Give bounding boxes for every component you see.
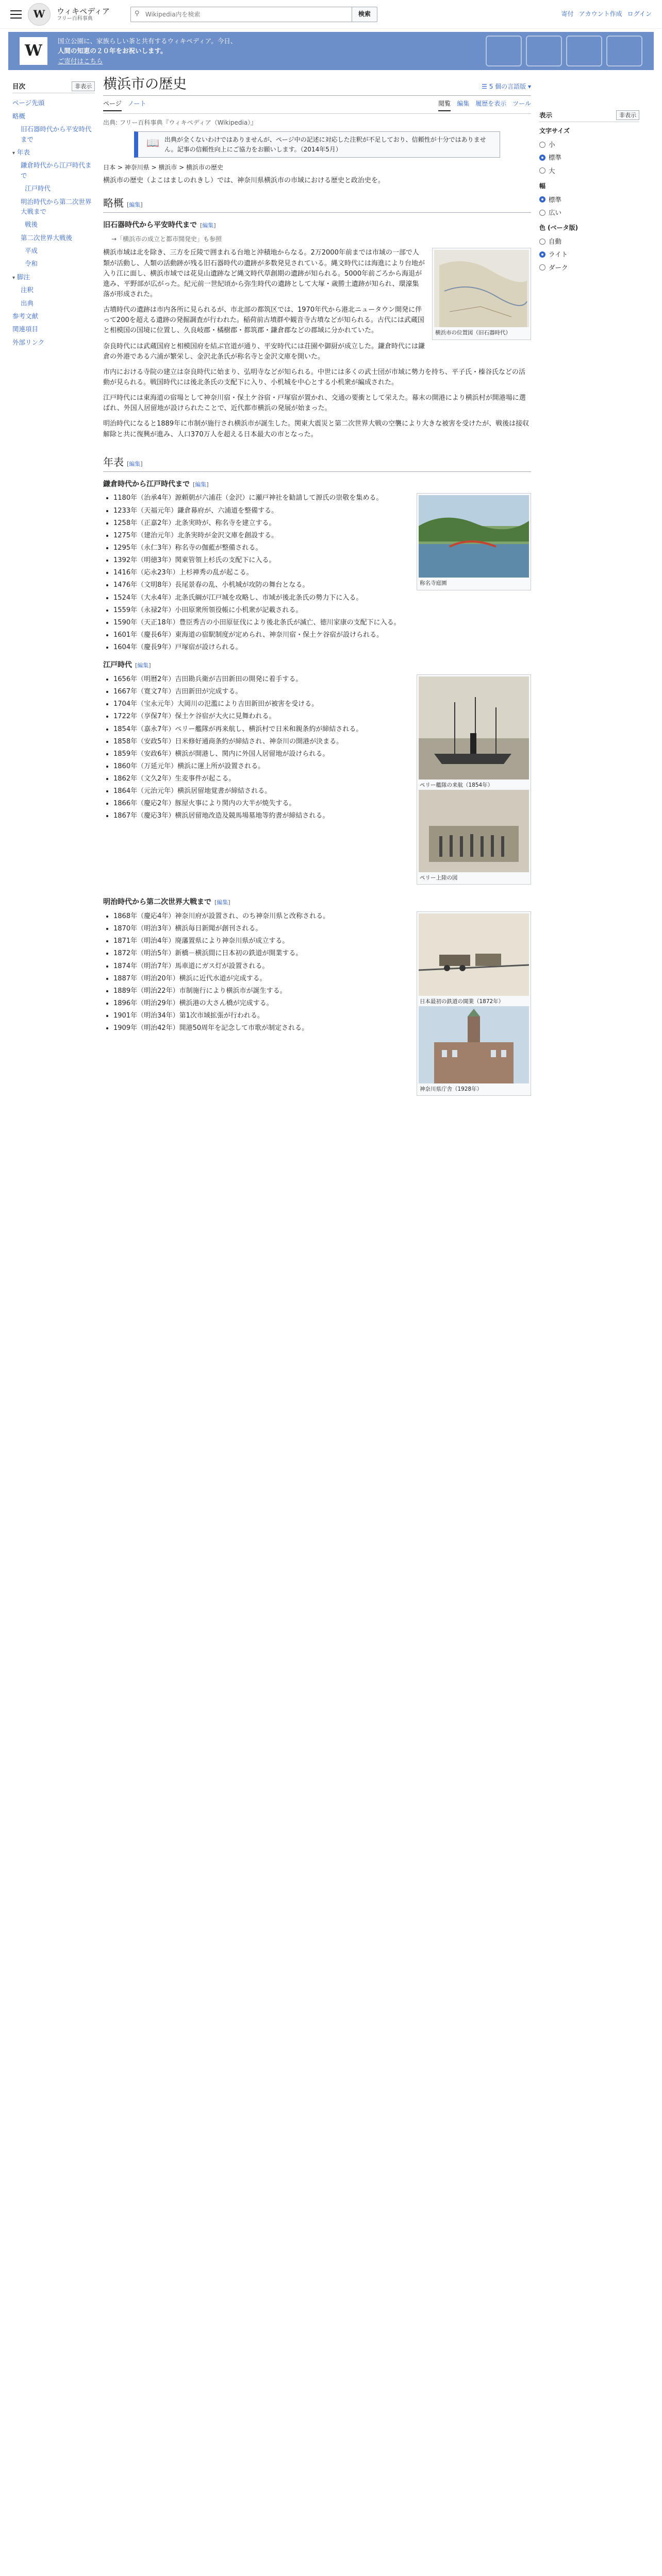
heading-gaiyo: 略概 [編集] [103, 195, 531, 213]
timeline-item: • 1476年（文明8年）長尾景春の乱、小机城が攻防の舞台となる。 [113, 580, 531, 590]
edit-section-link[interactable]: [編集] [135, 662, 151, 669]
appearance-title: 表示 [539, 111, 553, 119]
timeline-item: • 1866年（慶応2年）豚屋火事により関内の大半が焼失する。 [113, 799, 531, 809]
radio-icon [539, 142, 545, 148]
tab-read[interactable]: 閲覧 [438, 99, 451, 111]
toc-item[interactable]: ▾ 脚注 [12, 273, 30, 281]
language-button[interactable]: ☰ 5 個の言語版 ▾ [482, 83, 531, 90]
table-of-contents [8, 70, 99, 1101]
toc-item[interactable]: 略概 [12, 112, 26, 120]
breadcrumb[interactable]: 日本 > 神奈川県 > 横浜市 > 横浜市の歴史 [103, 164, 224, 172]
tagline: 出典: フリー百科事典『ウィキペディア（Wikipedia）』 [103, 118, 257, 126]
timeline-item: • 1601年（慶長6年）東海道の宿駅制度が定められ、神奈川宿・保土ケ谷宿が設けられる。 [113, 630, 531, 640]
figure-caption: 称名寺庭園 [420, 580, 447, 587]
timeline-item: • 1858年（安政5年）日米修好通商条約が締結され、神奈川の開港が決まる。 [113, 737, 531, 747]
wikipedia-logo[interactable]: W [28, 3, 51, 26]
maintenance-notice: 📖 出典が全くないわけではありませんが、ページ中の記述に対応した注釈が不足しており、信頼性が十分ではありません。記事の信頼性向上にご協力をお願いします。（2014年5月） [134, 131, 500, 158]
toc-item[interactable]: 注釈 [21, 286, 34, 294]
main-content [99, 70, 531, 1101]
page-title: 横浜市の歴史 [103, 76, 187, 92]
paragraph: 奈良時代には武蔵国府と相模国府を結ぶ官道が通り、平安時代には荘園や御厨が成立した。鎌倉時代には鎌倉の外港である六浦が繁栄し、金沢北条氏が称名寺と金沢文庫を開いた。 [103, 342, 425, 361]
figure-perry [417, 674, 531, 885]
timeline-item: • 1909年（明治42年）開港50周年を記念して市歌が制定される。 [113, 1023, 531, 1033]
radio-icon [539, 210, 545, 216]
fundraising-banner [8, 32, 654, 70]
timeline-item: • 1859年（安政6年）横浜が開港し、関内に外国人居留地が設けられる。 [113, 749, 531, 759]
toc-item[interactable]: 鎌倉時代から江戸時代まで [21, 161, 92, 179]
figure-caption: 横浜市の位置図（旧石器時代） [435, 330, 511, 336]
site-name[interactable]: ウィキペディア フリー百科事典 [57, 6, 110, 22]
toc-item[interactable]: 旧石器時代から平安時代まで [21, 125, 92, 143]
figure-caption: 日本最初の鉄道の開業（1872年） [420, 998, 504, 1005]
timeline-item: • 1704年（宝永元年）大岡川の氾濫により吉田新田が被害を受ける。 [113, 699, 531, 709]
figure-garden [417, 493, 531, 590]
banner-text: 国立公園に、家族らしい茶と共有するウィキペディア。今日、 人間の知恵の２０年をお祝いします。 ご寄付はこちら [58, 37, 237, 65]
garden-photo[interactable] [419, 495, 529, 578]
timeline-item: • 1870年（明治3年）横浜毎日新聞が創刊される。 [113, 924, 531, 934]
chevron-down-icon[interactable]: ▾ [12, 150, 15, 156]
search-input[interactable] [130, 7, 352, 22]
banner-donate-link[interactable]: ご寄付はこちら [58, 57, 103, 65]
site-header [0, 0, 662, 29]
toc-item[interactable]: 戦後 [25, 221, 38, 229]
chevron-down-icon[interactable]: ▾ [12, 275, 15, 281]
toc-item[interactable]: 第二次世界大戦後 [21, 233, 73, 242]
heading-meiji: 明治時代から第二次世界大戦まで [編集] [103, 898, 230, 907]
perry-fleet-image[interactable] [419, 676, 529, 779]
timeline-item: • 1868年（慶応4年）神奈川府が設置され、のち神奈川県と改称される。 [113, 911, 531, 922]
radio-icon [539, 239, 545, 245]
toc-item[interactable]: 参考文献 [12, 312, 39, 320]
figure-caption: ペリー上陸の図 [420, 875, 458, 882]
toc-item[interactable]: 江戸時代 [25, 184, 51, 193]
timeline-item: • 1872年（明治5年）新橋－横浜間に日本初の鉄道が開業する。 [113, 948, 531, 959]
timeline-item: • 1896年（明治29年）横浜港の大さん橋が完成する。 [113, 998, 531, 1009]
toc-item[interactable]: 外部リンク [12, 338, 45, 346]
paragraph: 明治時代になると1889年に市制が施行され横浜市が誕生した。関東大震災と第二次世界大戦の空襲により大きな被害を受けたが、戦後は接収解除と共に復興が進み、人口370万人を超える日本最大の市となった。 [103, 420, 529, 438]
text-size-label: 文字サイズ [539, 127, 570, 135]
color-light[interactable]: ライト [539, 248, 639, 261]
paragraph: 横浜市域は北を除き、三方を丘陵で囲まれる台地と沖積地からなる。2万2000年前までは市域の一部で人類が活動し、人類の活動跡が残る旧石器時代の遺跡が多数発見されている。縄文時代には海進により台地が入り江に面し、横浜市域では花見山遺跡など縄文時代草創期の遺跡が知られる。5000年前ごろから海退が進み、平野部が広がった。紀元前一世紀頃から弥生時代の遺跡として大塚・歳勝土遺跡が知られ、環濠集落が形成された。 [103, 249, 425, 299]
width-standard[interactable]: 標準 [539, 193, 639, 206]
timeline-item: • 1604年（慶長9年）戸塚宿が設けられる。 [113, 642, 531, 653]
heading-kamakura: 鎌倉時代から江戸時代まで [編集] [103, 480, 209, 488]
user-links [561, 9, 652, 19]
timeline-item: • 1874年（明治7年）馬車道にガス灯が設置される。 [113, 961, 531, 972]
text-size-small[interactable]: 小 [539, 138, 639, 151]
timeline-item: • 1722年（享保7年）保土ケ谷宿が大火に見舞われる。 [113, 711, 531, 722]
heading-edo: 江戸時代 [編集] [103, 661, 151, 670]
login-link[interactable]: ログイン [627, 10, 652, 18]
timeline-item: • 1901年（明治34年）第1次市域拡張が行われる。 [113, 1011, 531, 1021]
railway-image[interactable] [419, 913, 529, 996]
tab-tools[interactable]: ツール [512, 100, 531, 108]
timeline-item: • 1258年（正嘉2年）北条実時が、称名寺を建立する。 [113, 518, 531, 529]
donate-link[interactable]: 寄付 [561, 10, 574, 18]
search-icon: ⚲ [134, 10, 140, 18]
heading-kyusekki: 旧石器時代から平安時代まで [編集] [103, 221, 216, 230]
color-auto[interactable]: 自動 [539, 235, 639, 248]
map-image[interactable] [434, 250, 529, 327]
search-form [130, 7, 377, 22]
toc-item[interactable]: ページ先頭 [12, 99, 45, 107]
radio-icon [539, 196, 545, 202]
timeline-item: • 1667年（寛文7年）吉田新田が完成する。 [113, 687, 531, 697]
timeline-item: • 1180年（治承4年）源頼朝が六浦荘（金沢）に瀬戸神社を勧請して源氏の崇敬を集める。 [113, 493, 531, 503]
timeline-item: • 1889年（明治22年）市制施行により横浜市が誕生する。 [113, 986, 531, 996]
page-tabs [103, 99, 531, 114]
figure-caption: 神奈川県庁舎（1928年） [420, 1086, 483, 1093]
paragraph: 江戸時代には東海道の宿場として神奈川宿・保土ケ谷宿・戸塚宿が置かれ、交通の要衝として栄えた。幕末の開港により横浜村が開港場に選ばれ、外国人居留地が設けられたことで、近代都市横浜の発展が始まった。 [103, 394, 526, 413]
edit-section-link[interactable]: [編集] [214, 899, 230, 906]
timeline-item: • 1887年（明治20年）横浜に近代水道が完成する。 [113, 974, 531, 984]
timeline-item: • 1864年（元治元年）横浜居留地覚書が締結される。 [113, 786, 531, 796]
timeline-item: • 1233年（天福元年）鎌倉幕府が、六浦道を整備する。 [113, 506, 531, 516]
perry-landing-image[interactable] [419, 790, 529, 872]
edit-section-link[interactable]: [編集] [127, 201, 143, 209]
timeline-item: • 1295年（永仁3年）称名寺の伽藍が整備される。 [113, 543, 531, 553]
figure-railway [417, 911, 531, 1096]
main-menu-icon[interactable] [10, 10, 22, 19]
timeline-item: • 1862年（文久2年）生麦事件が起こる。 [113, 774, 531, 784]
toc-item[interactable]: 明治時代から第二次世界大戦まで [21, 197, 92, 215]
figure-map [432, 248, 531, 340]
radio-icon [539, 264, 545, 270]
tab-edit[interactable]: 編集 [457, 100, 470, 108]
toc-item[interactable]: 関連項目 [12, 325, 39, 333]
color-label: 色 (ベータ版) [539, 224, 578, 232]
edit-section-link[interactable]: [編集] [127, 460, 143, 467]
tab-history[interactable]: 履歴を表示 [475, 100, 507, 108]
toc-hide-button[interactable]: 非表示 [72, 81, 95, 91]
text-size-standard[interactable]: 標準 [539, 151, 639, 164]
text-size-large[interactable]: 大 [539, 164, 639, 177]
see-also-note: →「横浜市の成立と都市開発史」も参照 [111, 235, 222, 243]
tab-page[interactable]: ページ [103, 99, 122, 111]
page-title-row [103, 70, 531, 96]
banner-logo: W [20, 37, 47, 65]
book-icon: 📖 [146, 137, 159, 149]
radio-icon [539, 167, 545, 174]
appearance-hide-button[interactable]: 非表示 [616, 110, 639, 120]
toc-item[interactable]: 平成 [25, 247, 38, 255]
banner-decoration [254, 36, 642, 66]
paragraph: 古墳時代の遺跡は市内各所に見られるが、市北部の都筑区では、1970年代から港北ニュータウン開発に伴って200を超える遺跡の発掘調査が行われた。稲荷前古墳群や観音寺古墳などが知られる。古代には武蔵国と相模国の国境に位置し、久良岐郡・橘樹郡・都筑郡・鎌倉郡などの郡域に分かれていた。 [103, 306, 424, 335]
figure-caption: ペリー艦隊の来航（1854年） [420, 782, 493, 788]
timeline-item: • 1416年（応永23年）上杉禅秀の乱が起こる。 [113, 568, 531, 578]
paragraph: 市内における寺院の建立は奈良時代に始まり、弘明寺などが知られる。中世には多くの武士団が市域に勢力を持ち、平子氏・榛谷氏などの活動が見られる。戦国時代には後北条氏の支配下に入り、小机城を中心とする小机衆が編成された。 [103, 368, 526, 387]
intro-paragraph: 横浜市の歴史（よこはましのれきし）では、神奈川県横浜市の市域における歴史と政治史を。 [103, 177, 385, 185]
heading-nenpyo: 年表 [編集] [103, 454, 531, 472]
timeline-item: • 1860年（万延元年）横浜に運上所が設置される。 [113, 761, 531, 772]
toc-item[interactable]: 出典 [21, 299, 34, 307]
toc-item[interactable]: 令和 [25, 260, 38, 268]
search-button[interactable]: 検索 [352, 7, 377, 22]
timeline-item: • 1392年（明徳3年）関東管領上杉氏の支配下に入る。 [113, 555, 531, 566]
tab-talk[interactable]: ノート [127, 100, 146, 108]
create-account-link[interactable]: アカウント作成 [578, 10, 622, 18]
radio-icon [539, 155, 545, 161]
color-dark[interactable]: ダーク [539, 261, 639, 274]
edit-section-link[interactable]: [編集] [200, 222, 216, 229]
timeline-item: • 1854年（嘉永7年）ペリー艦隊が再来航し、横浜村で日米和親条約が締結される。 [113, 724, 531, 735]
toc-title: 目次 [12, 82, 26, 90]
width-wide[interactable]: 広い [539, 206, 639, 219]
prefectural-office-image[interactable] [419, 1006, 529, 1083]
appearance-panel [531, 70, 639, 1101]
timeline-item: • 1559年（永禄2年）小田原衆所領役帳に小机衆が記載される。 [113, 605, 531, 616]
timeline-item: • 1656年（明暦2年）吉田勘兵衛が吉田新田の開発に着手する。 [113, 674, 531, 685]
timeline-item: • 1871年（明治4年）廃藩置県により神奈川県が成立する。 [113, 936, 531, 946]
radio-icon [539, 251, 545, 258]
timeline-item: • 1524年（大永4年）北条氏綱が江戸城を攻略し、市域が後北条氏の勢力下に入る。 [113, 593, 531, 603]
timeline-item: • 1275年（建治元年）北条実時が金沢文庫を創設する。 [113, 531, 531, 541]
timeline-item: • 1867年（慶応3年）横浜居留地改造及競馬場墓地等約書が締結される。 [113, 811, 531, 821]
toc-item[interactable]: ▾ 年表 [12, 148, 30, 156]
edit-section-link[interactable]: [編集] [193, 481, 209, 488]
timeline-item: • 1590年（天正18年）豊臣秀吉の小田原征伐により後北条氏が滅亡、徳川家康の支配下に入る。 [113, 618, 531, 628]
width-label: 幅 [539, 182, 546, 190]
